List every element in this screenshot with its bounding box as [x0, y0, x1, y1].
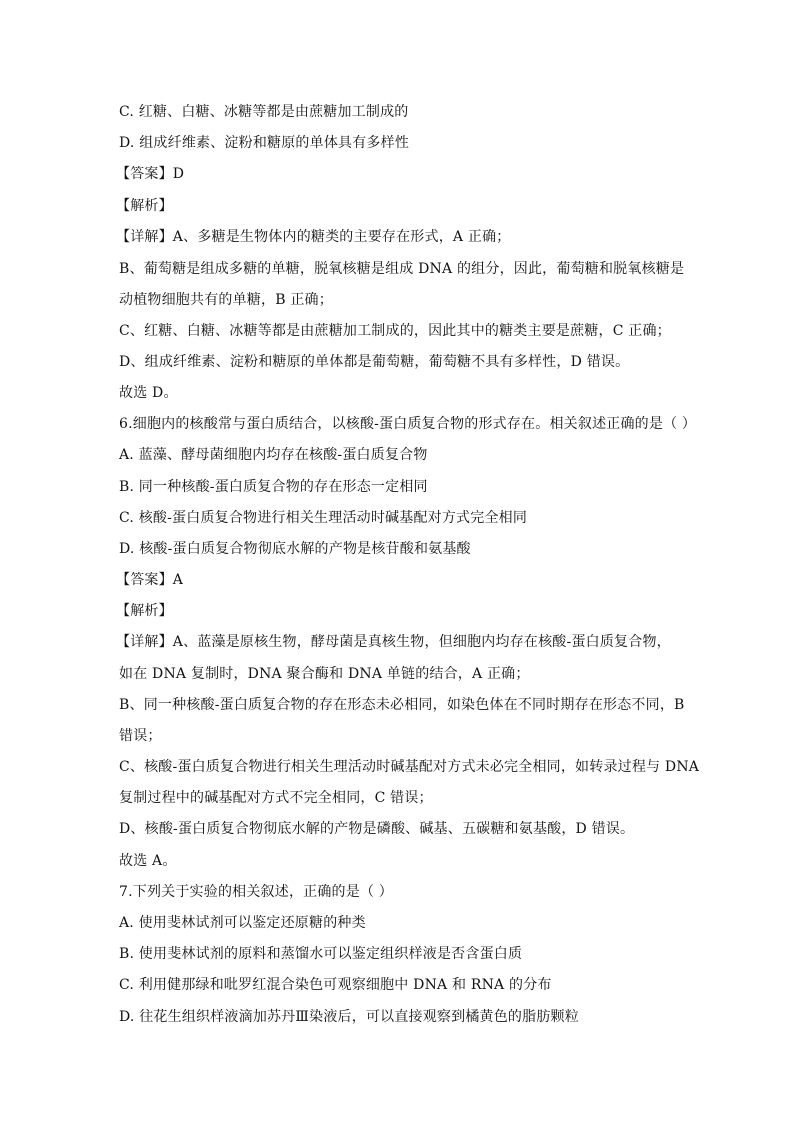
explanation-q5-line: B、葡萄糖是组成多糖的单糖，脱氧核糖是组成 DNA 的组分，因此，葡萄糖和脱氧核糖是 — [119, 261, 685, 277]
option-a-q6: A. 蓝藻、酵母菌细胞内均存在核酸-蛋白质复合物 — [119, 447, 428, 463]
explanation-q6-line: D、核酸-蛋白质复合物彻底水解的产物是磷酸、碱基、五碳糖和氨基酸，D 错误。 — [119, 821, 635, 837]
explanation-q5-line: 【详解】A、多糖是生物体内的糖类的主要存在形式，A 正确； — [116, 229, 511, 245]
option-d-q6: D. 核酸-蛋白质复合物彻底水解的产物是核苷酸和氨基酸 — [119, 541, 471, 557]
explanation-q5-line: C、红糖、白糖、冰糖等都是由蔗糖加工制成的，因此其中的糖类主要是蔗糖，C 正确； — [119, 323, 671, 339]
explanation-q6-line: 【详解】A、蓝藻是原核生物，酵母菌是真核生物，但细胞内均存在核酸-蛋白质复合物， — [116, 634, 671, 650]
option-b-q7: B. 使用斐林试剂的原料和蒸馏水可以鉴定组织样液是否含蛋白质 — [119, 946, 523, 962]
explanation-q6-line: C、核酸-蛋白质复合物进行相关生理活动时碱基配对方式未必完全相同，如转录过程与 DNA — [119, 759, 700, 775]
answer-q5: 【答案】D — [116, 166, 185, 182]
option-c-q6: C. 核酸-蛋白质复合物进行相关生理活动时碱基配对方式完全相同 — [119, 510, 528, 526]
option-d-q7: D. 往花生组织样液滴加苏丹Ⅲ染液后，可以直接观察到橘黄色的脂肪颗粒 — [119, 1009, 579, 1025]
explanation-q6-line: 复制过程中的碱基配对方式不完全相同，C 错误； — [119, 790, 433, 806]
option-c-q5: C. 红糖、白糖、冰糖等都是由蔗糖加工制成的 — [119, 104, 409, 120]
explanation-q5-line: D、组成纤维素、淀粉和糖原的单体都是葡萄糖，葡萄糖不具有多样性，D 错误。 — [119, 354, 630, 370]
option-d-q5: D. 组成纤维素、淀粉和糖原的单体具有多样性 — [119, 135, 410, 151]
explanation-q5-line: 动植物细胞共有的单糖，B 正确； — [119, 292, 333, 308]
conclusion-q5: 故选 D。 — [119, 385, 178, 401]
explanation-q6-line: 如在 DNA 复制时，DNA 聚合酶和 DNA 单链的结合，A 正确； — [119, 666, 530, 682]
answer-q6: 【答案】A — [116, 572, 184, 588]
analysis-heading-q5: 【解析】 — [116, 198, 173, 214]
option-a-q7: A. 使用斐林试剂可以鉴定还原糖的种类 — [119, 915, 366, 931]
option-c-q7: C. 利用健那绿和吡罗红混合染色可观察细胞中 DNA 和 RNA 的分布 — [119, 977, 552, 993]
option-b-q6: B. 同一种核酸-蛋白质复合物的存在形态一定相同 — [119, 479, 428, 495]
explanation-q6-line: B、同一种核酸-蛋白质复合物的存在形态未必相同，如染色体在不同时期存在形态不同，B — [119, 697, 685, 713]
question-7-stem: 7.下列关于实验的相关叙述，正确的是（ ） — [119, 884, 394, 900]
question-6-stem: 6.细胞内的核酸常与蛋白质结合，以核酸-蛋白质复合物的形式存在。相关叙述正确的是（ ） — [119, 416, 697, 432]
explanation-q6-line: 错误； — [119, 728, 162, 744]
analysis-heading-q6: 【解析】 — [116, 603, 173, 619]
conclusion-q6: 故选 A。 — [119, 853, 177, 869]
